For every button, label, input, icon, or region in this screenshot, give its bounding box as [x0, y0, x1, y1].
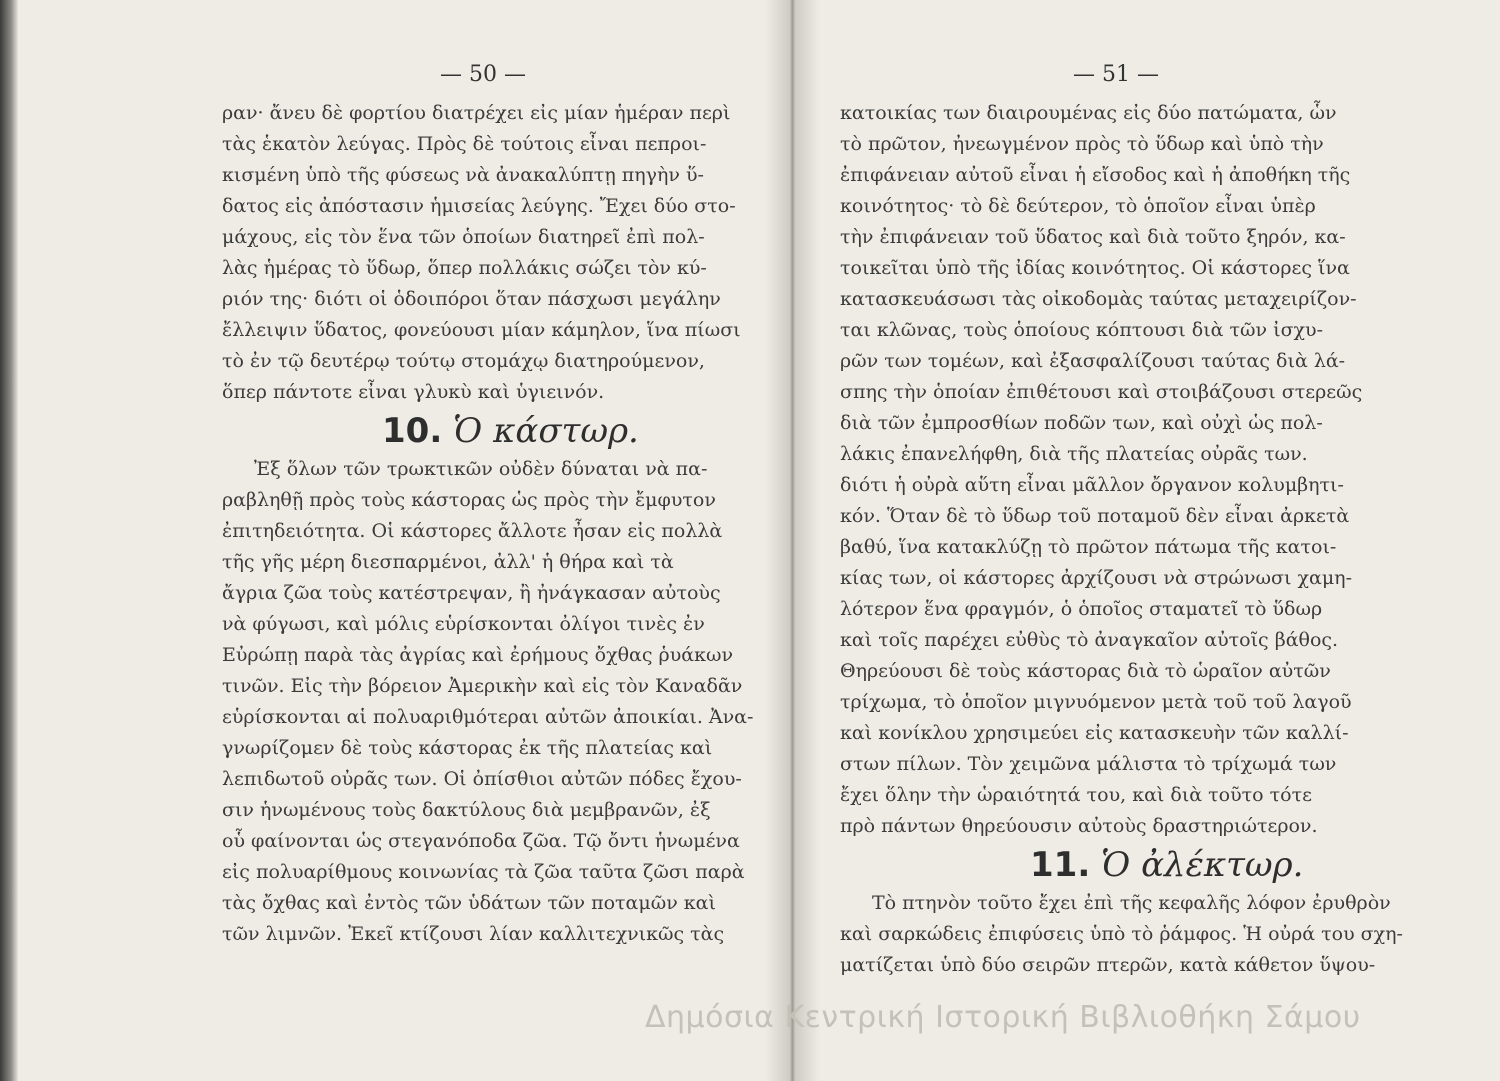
text-line: σπης τὴν ὁποίαν ἐπιθέτουσι καὶ στοιβάζουσι στερεῶς	[840, 381, 1363, 403]
text-line: τῆς γῆς μέρη διεσπαρμένοι, ἀλλ' ἡ θήρα καὶ τὰ	[222, 551, 674, 573]
paragraph	[840, 888, 1403, 981]
left-text-column	[222, 98, 767, 950]
paragraph	[222, 454, 767, 950]
text-line: νὰ φύγωσι, καὶ μόλις εὑρίσκονται ὀλίγοι τινὲς ἐν	[222, 613, 705, 635]
text-line: ἔχει ὅλην τὴν ὡραιότητά του, καὶ διὰ τοῦτο τότε	[840, 784, 1312, 806]
paragraph	[222, 98, 767, 408]
text-line: σιν ἡνωμένους τοὺς δακτύλους διὰ μεμβρανῶν, ἐξ	[222, 799, 711, 821]
text-line: πρὸ πάντων θηρεύουσιν αὐτοὺς δραστηριώτερον.	[840, 815, 1318, 837]
text-line: ται κλῶνας, τοὺς ὁποίους κόπτουσι διὰ τῶν ἰσχυ-	[840, 319, 1324, 341]
text-line: ραβληθῇ πρὸς τοὺς κάστορας ὡς πρὸς τὴν ἔμφυτον	[222, 489, 716, 511]
text-line: κισμένη ὑπὸ τῆς φύσεως νὰ ἀνακαλύπτῃ πηγὴν ὕ-	[222, 164, 704, 186]
text-line: Τὸ πτηνὸν τοῦτο ἔχει ἐπὶ τῆς κεφαλῆς λόφον ἐρυθρὸν	[872, 892, 1391, 914]
text-line: κατοικίας των διαιρουμένας εἰς δύο πατώματα, ὧν	[840, 102, 1337, 124]
page-edge	[0, 0, 18, 1081]
text-line: κόν. Ὅταν δὲ τὸ ὕδωρ τοῦ ποταμοῦ δὲν εἶναι ἀρκετὰ	[840, 505, 1350, 527]
text-line: βαθύ, ἵνα κατακλύζῃ τὸ πρῶτον πάτωμα τῆς κατοι-	[840, 536, 1337, 558]
text-line: καὶ κονίκλου χρησιμεύει εἰς κατασκευὴν τῶν καλλί-	[840, 722, 1349, 744]
paragraph	[840, 98, 1400, 842]
text-line: λότερον ἕνα φραγμόν, ὁ ὁποῖος σταματεῖ τὸ ὕδωρ	[840, 598, 1323, 620]
text-line: τῶν λιμνῶν. Ἐκεῖ κτίζουσι λίαν καλλιτεχνικῶς τὰς	[222, 923, 725, 945]
right-text-column	[840, 98, 1403, 981]
text-line: ἄγρια ζῶα τοὺς κατέστρεψαν, ἢ ἠνάγκασαν αὐτοὺς	[222, 582, 721, 604]
library-watermark: Δημόσια Κεντρική Ιστορική Βιβλιοθήκη Σάμου	[645, 1000, 1361, 1035]
text-line: κοινότητος· τὸ δὲ δεύτερον, τὸ ὁποῖον εἶναι ὑπὲρ	[840, 195, 1316, 217]
text-line: Θηρεύουσι δὲ τοὺς κάστορας διὰ τὸ ὡραῖον αὐτῶν	[840, 660, 1331, 682]
section-heading: 11. Ὁ ἀλέκτωρ.	[1030, 845, 1304, 885]
page-number: — 50 —	[440, 62, 526, 87]
text-line: τρίχωμα, τὸ ὁποῖον μιγνυόμενον μετὰ τοῦ τοῦ λαγοῦ	[840, 691, 1352, 713]
text-line: καὶ σαρκώδεις ἐπιφύσεις ὑπὸ τὸ ῥάμφος. Ἡ οὐρά του σχη-	[840, 923, 1403, 945]
text-line: ριόν της· διότι οἱ ὁδοιπόροι ὅταν πάσχωσι μεγάλην	[222, 288, 721, 310]
text-line: οὗ φαίνονται ὡς στεγανόποδα ζῶα. Τῷ ὄντι ἡνωμένα	[222, 830, 740, 852]
right-page	[790, 0, 1500, 1081]
text-line: ραν· ἄνευ δὲ φορτίου διατρέχει εἰς μίαν ἡμέραν περὶ	[222, 102, 731, 124]
text-line: διότι ἡ οὐρὰ αὕτη εἶναι μᾶλλον ὄργανον κολυμβητι-	[840, 474, 1344, 496]
text-line: τὸ ἐν τῷ δευτέρῳ τούτῳ στομάχῳ διατηρούμενον,	[222, 350, 705, 372]
text-line: κίας των, οἱ κάστορες ἀρχίζουσι νὰ στρώνωσι χαμη-	[840, 567, 1352, 589]
text-line: τινῶν. Εἰς τὴν βόρειον Ἀμερικὴν καὶ εἰς τὸν Καναδᾶν	[222, 675, 743, 697]
text-line: ματίζεται ὑπὸ δύο σειρῶν πτερῶν, κατὰ κάθετον ὕψου-	[840, 954, 1376, 976]
text-line: ρῶν των τομέων, καὶ ἐξασφαλίζουσι ταύτας διὰ λά-	[840, 350, 1346, 372]
text-line: λεπιδωτοῦ οὐρᾶς των. Οἱ ὀπίσθιοι αὐτῶν πόδες ἔχου-	[222, 768, 742, 790]
text-line: εἰς πολυαρίθμους κοινωνίας τὰ ζῶα ταῦτα ζῶσι παρὰ	[222, 861, 745, 883]
text-line: μάχους, εἰς τὸν ἕνα τῶν ὁποίων διατηρεῖ ἐπὶ πολ-	[222, 226, 705, 248]
text-line: ὅπερ πάντοτε εἶναι γλυκὺ καὶ ὑγιεινόν.	[222, 381, 605, 403]
text-line: Ἐξ ὅλων τῶν τρωκτικῶν οὐδὲν δύναται νὰ πα-	[254, 458, 708, 480]
text-line: τὴν ἐπιφάνειαν τοῦ ὕδατος καὶ διὰ τοῦτο ξηρόν, κα-	[840, 226, 1346, 248]
book-gutter	[765, 0, 820, 1081]
text-line: ἔλλειψιν ὕδατος, φονεύουσι μίαν κάμηλον, ἵνα πίωσι	[222, 319, 741, 341]
text-line: στων πίλων. Τὸν χειμῶνα μάλιστα τὸ τρίχωμά των	[840, 753, 1337, 775]
text-line: διὰ τῶν ἐμπροσθίων ποδῶν των, καὶ οὐχὶ ὡς πολ-	[840, 412, 1323, 434]
text-line: τὰς ἑκατὸν λεύγας. Πρὸς δὲ τούτοις εἶναι πεπροι-	[222, 133, 707, 155]
text-line: ἐπιφάνειαν αὐτοῦ εἶναι ἡ εἴσοδος καὶ ἡ ἀποθήκη τῆς	[840, 164, 1351, 186]
text-line: λὰς ἡμέρας τὸ ὕδωρ, ὅπερ πολλάκις σώζει τὸν κύ-	[222, 257, 707, 279]
text-line: τὸ πρῶτον, ἠνεωγμένον πρὸς τὸ ὕδωρ καὶ ὑπὸ τὴν	[840, 133, 1324, 155]
text-line: τὰς ὄχθας καὶ ἐντὸς τῶν ὑδάτων τῶν ποταμῶν καὶ	[222, 892, 716, 914]
text-line: ἐπιτηδειότητα. Οἱ κάστορες ἄλλοτε ἦσαν εἰς πολλὰ	[222, 520, 723, 542]
text-line: κατασκευάσωσι τὰς οἰκοδομὰς ταύτας μεταχειρίζον-	[840, 288, 1357, 310]
text-line: εὑρίσκονται αἱ πολυαριθμότεραι αὐτῶν ἀποικίαι. Ἀνα-	[222, 706, 754, 728]
text-line: δατος εἰς ἀπόστασιν ἡμισείας λεύγης. Ἔχει δύο στο-	[222, 195, 736, 217]
page-number: — 51 —	[1073, 62, 1159, 87]
text-line: καὶ τοῖς παρέχει εὐθὺς τὸ ἀναγκαῖον αὐτοῖς βάθος.	[840, 629, 1339, 651]
text-line: Εὐρώπῃ παρὰ τὰς ἀγρίας καὶ ἐρήμους ὄχθας ῥυάκων	[222, 644, 734, 666]
section-heading: 10. Ὁ κάστωρ.	[382, 411, 639, 451]
text-line: γνωρίζομεν δὲ τοὺς κάστορας ἐκ τῆς πλατείας καὶ	[222, 737, 713, 759]
text-line: λάκις ἐπανελήφθη, διὰ τῆς πλατείας οὐρᾶς των.	[840, 443, 1308, 465]
text-line: τοικεῖται ὑπὸ τῆς ἰδίας κοινότητος. Οἱ κάστορες ἵνα	[840, 257, 1350, 279]
